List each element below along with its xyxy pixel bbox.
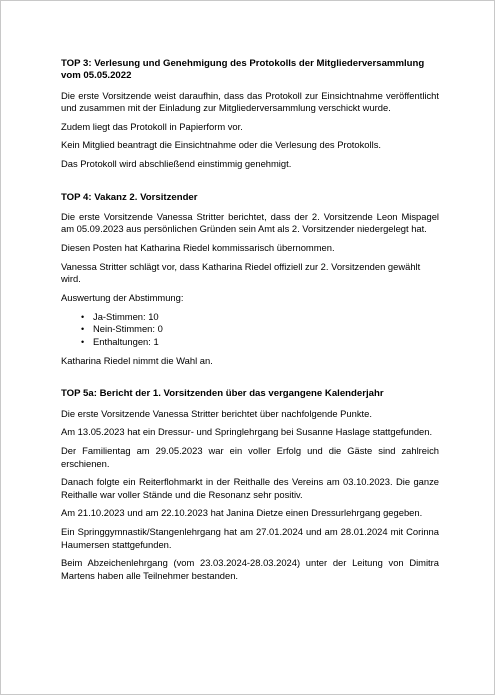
paragraph: Der Familientag am 29.05.2023 war ein voller Erfolg und die Gäste sind zahlreich erschienen. [61, 445, 439, 469]
paragraph: Katharina Riedel nimmt die Wahl an. [61, 355, 213, 367]
list-item [81, 336, 439, 349]
section-heading: TOP 3: Verlesung und Genehmigung des Protokolls der Mitgliederversammlung vom 05.05.2022 [61, 58, 425, 82]
paragraph: Zudem liegt das Protokoll in Papierform vor. [61, 120, 243, 132]
paragraph: Die erste Vorsitzende weist daraufhin, dass das Protokoll zur Einsichtnahme veröffentlicht und zusammen mit der Einladung zur Mitgliederversammlung verschickt wurde. [61, 89, 439, 113]
section-heading: TOP 5a: Bericht der 1. Vorsitzenden über das vergangene Kalenderjahr [61, 388, 384, 400]
paragraph: Danach folgte ein Reiterflohmarkt in der Reithalle des Vereins am 03.10.2023. Die ganze Reithalle war voller Stände und die Resonanz sehr positiv. [61, 476, 439, 500]
paragraph: Das Protokoll wird abschließend einstimmig genehmigt. [61, 158, 292, 170]
paragraph: Die erste Vorsitzende Vanessa Stritter berichtet, dass der 2. Vorsitzende Leon Mispagel am 05.09.2023 aus persönlichen Gründen sein Amt als 2. Vorsitzender niedergelegt hat. [61, 210, 439, 235]
vote-list [61, 311, 439, 349]
list-item-text: Enthaltungen: 1 [93, 336, 159, 348]
paragraph: Kein Mitglied beantragt die Einsichtnahme oder die Verlesung des Protokolls. [61, 139, 381, 151]
list-item [81, 311, 439, 324]
paragraph: Am 21.10.2023 und am 22.10.2023 hat Janina Dietze einen Dressurlehrgang gegeben. [61, 507, 423, 519]
bullet-icon: • [81, 337, 85, 348]
bullet-icon: • [81, 324, 85, 335]
document-content [61, 58, 439, 588]
paragraph: Am 13.05.2023 hat ein Dressur- und Springlehrgang bei Susanne Haslage stattgefunden. [61, 426, 433, 438]
list-item-text: Nein-Stimmen: 0 [93, 323, 163, 335]
paragraph: Vanessa Stritter schlägt vor, dass Katharina Riedel offiziell zur 2. Vorsitzenden gewählt wird. [61, 260, 421, 285]
paragraph: Auswertung der Abstimmung: [61, 291, 184, 303]
section-heading: TOP 4: Vakanz 2. Vorsitzender [61, 191, 198, 203]
section-top4 [61, 192, 439, 368]
list-item [81, 323, 439, 336]
paragraph: Beim Abzeichenlehrgang (vom 23.03.2024-28.03.2024) unter der Leitung von Dimitra Martens haben alle Teilnehmer bestanden. [61, 557, 439, 581]
paragraph: Ein Springgymnastik/Stangenlehrgang hat am 27.01.2024 und am 28.01.2024 mit Corinna Haumersen stattgefunden. [61, 526, 439, 550]
section-top3 [61, 58, 439, 171]
paragraph: Diesen Posten hat Katharina Riedel kommissarisch übernommen. [61, 241, 335, 253]
list-item-text: Ja-Stimmen: 10 [93, 310, 159, 322]
section-top5a [61, 388, 439, 582]
bullet-icon: • [81, 311, 85, 322]
paragraph: Die erste Vorsitzende Vanessa Stritter berichtet über nachfolgende Punkte. [61, 407, 372, 419]
